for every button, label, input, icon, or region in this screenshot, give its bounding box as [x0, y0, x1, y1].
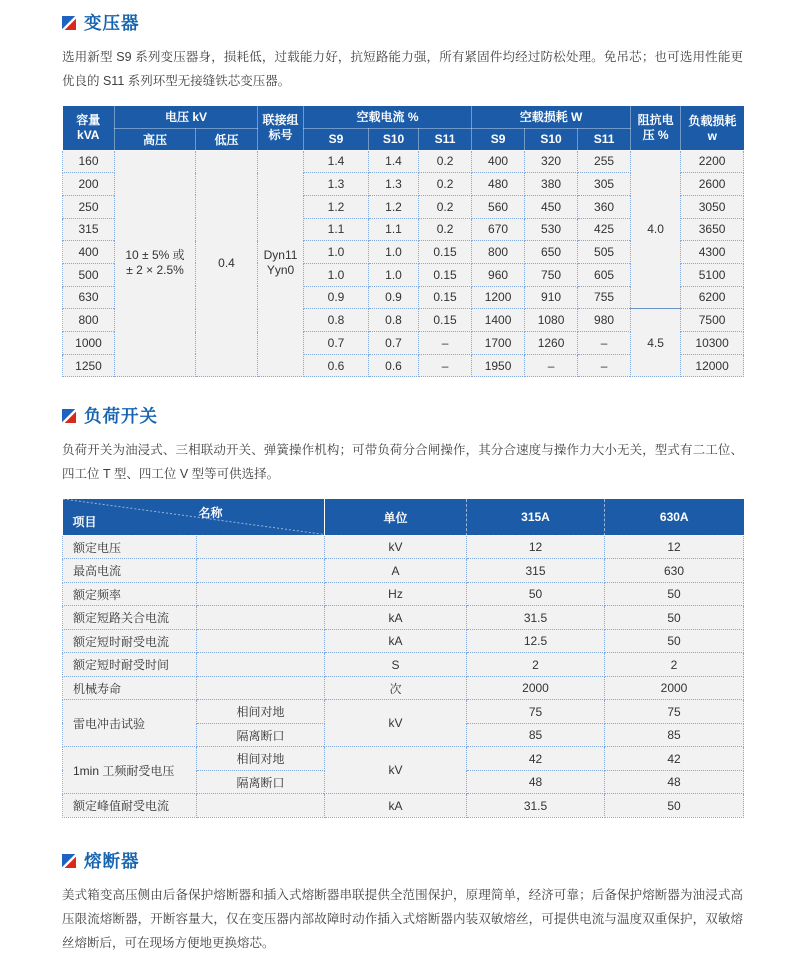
cell-sub — [197, 794, 325, 818]
cell: 1080 — [525, 309, 578, 332]
cell-capacity: 315 — [63, 218, 115, 241]
cell: 0.15 — [419, 263, 472, 286]
cell-315a: 2 — [467, 653, 605, 677]
cell-hv-value: 10 ± 5% 或 ± 2 × 2.5% — [115, 150, 196, 377]
cell-item: 额定峰值耐受电流 — [63, 794, 197, 818]
cell: 960 — [472, 263, 525, 286]
cell-unit: A — [325, 559, 467, 583]
col-current-s11: S11 — [419, 128, 472, 150]
cell-315a: 85 — [467, 723, 605, 747]
cell: 800 — [472, 241, 525, 264]
cell: 12000 — [681, 354, 744, 377]
cell: 0.7 — [304, 332, 369, 355]
cell: 450 — [525, 195, 578, 218]
cell: 0.6 — [304, 354, 369, 377]
col-loss-s10: S10 — [525, 128, 578, 150]
cell: 1.2 — [304, 195, 369, 218]
cell: 2600 — [681, 173, 744, 196]
col-name-label: 名称 — [198, 506, 223, 521]
cell: 1.3 — [369, 173, 419, 196]
cell-capacity: 1000 — [63, 332, 115, 355]
cell: 1260 — [525, 332, 578, 355]
cell-315a: 2000 — [467, 676, 605, 700]
cell-315a: 31.5 — [467, 606, 605, 630]
cell-lv-value: 0.4 — [196, 150, 258, 377]
cell: 1.2 — [369, 195, 419, 218]
load-switch-table-header — [63, 499, 744, 535]
cell: 0.6 — [369, 354, 419, 377]
cell: 10300 — [681, 332, 744, 355]
page-title: 变压器 — [84, 13, 140, 33]
cell-630a: 48 — [605, 770, 744, 794]
cell-item: 额定频率 — [63, 582, 197, 606]
cell-capacity: 500 — [63, 263, 115, 286]
cell-sub: 相间对地 — [197, 747, 325, 771]
cell-capacity: 630 — [63, 286, 115, 309]
table-row — [63, 150, 744, 173]
cell-unit: 次 — [325, 676, 467, 700]
col-315a: 315A — [467, 499, 605, 535]
cell: 425 — [578, 218, 631, 241]
table-row — [63, 559, 744, 583]
cell: 1400 — [472, 309, 525, 332]
col-loss-s11: S11 — [578, 128, 631, 150]
cell-item: 额定电压 — [63, 535, 197, 559]
section-marker-icon — [62, 854, 76, 868]
col-load-loss: 负载损耗 w — [681, 106, 744, 150]
cell-630a: 630 — [605, 559, 744, 583]
section-transformer — [62, 12, 743, 377]
cell: 3050 — [681, 195, 744, 218]
cell-capacity: 1250 — [63, 354, 115, 377]
cell: 305 — [578, 173, 631, 196]
table-row — [63, 794, 744, 818]
cell: 560 — [472, 195, 525, 218]
cell-sub — [197, 676, 325, 700]
section-marker-icon — [62, 409, 76, 423]
col-unit: 单位 — [325, 499, 467, 535]
table-row — [63, 653, 744, 677]
col-voltage-group: 电压 kV — [115, 106, 258, 128]
cell-630a: 50 — [605, 629, 744, 653]
cell-capacity: 400 — [63, 241, 115, 264]
cell: 1.0 — [304, 241, 369, 264]
cell-unit: kA — [325, 629, 467, 653]
col-noload-current-group: 空载电流 % — [304, 106, 472, 128]
cell: 4300 — [681, 241, 744, 264]
cell: 1950 — [472, 354, 525, 377]
cell: 1.0 — [369, 263, 419, 286]
transformer-spec-table — [62, 106, 744, 377]
col-noload-loss-group: 空载损耗 W — [472, 106, 631, 128]
cell-sub — [197, 653, 325, 677]
table-row — [63, 535, 744, 559]
cell-unit: kA — [325, 606, 467, 630]
cell-630a: 42 — [605, 747, 744, 771]
col-hv: 高压 — [115, 128, 196, 150]
cell-315a: 42 — [467, 747, 605, 771]
col-item-name-diagonal — [63, 499, 325, 535]
table-row — [63, 606, 744, 630]
cell-630a: 2 — [605, 653, 744, 677]
cell: 0.8 — [369, 309, 419, 332]
cell: 0.2 — [419, 218, 472, 241]
cell-item: 最高电流 — [63, 559, 197, 583]
cell-sub — [197, 629, 325, 653]
cell: – — [525, 354, 578, 377]
page-title: 熔断器 — [84, 850, 140, 871]
cell: – — [419, 354, 472, 377]
cell-capacity: 250 — [63, 195, 115, 218]
load-switch-spec-table — [62, 499, 744, 818]
cell: 480 — [472, 173, 525, 196]
section-fuse — [62, 850, 743, 955]
col-item-label: 项目 — [72, 514, 97, 529]
cell: 980 — [578, 309, 631, 332]
cell: 0.7 — [369, 332, 419, 355]
cell: – — [419, 332, 472, 355]
cell-sub — [197, 582, 325, 606]
cell: 1700 — [472, 332, 525, 355]
cell: 910 — [525, 286, 578, 309]
col-630a: 630A — [605, 499, 744, 535]
cell-unit: kV — [325, 700, 467, 747]
cell: 1.4 — [369, 150, 419, 173]
cell: 6200 — [681, 286, 744, 309]
cell-630a: 50 — [605, 794, 744, 818]
cell-impedance-value: 4.5 — [631, 309, 681, 377]
cell-unit: kV — [325, 535, 467, 559]
cell: 1.0 — [304, 263, 369, 286]
cell-sub: 隔离断口 — [197, 723, 325, 747]
cell-630a: 50 — [605, 606, 744, 630]
col-loss-s9: S9 — [472, 128, 525, 150]
cell-315a: 12.5 — [467, 629, 605, 653]
cell: 2200 — [681, 150, 744, 173]
section-title-load-switch — [62, 405, 743, 427]
cell-sub: 隔离断口 — [197, 770, 325, 794]
cell-630a: 75 — [605, 700, 744, 724]
cell: 1.1 — [304, 218, 369, 241]
cell-capacity: 800 — [63, 309, 115, 332]
cell: 0.2 — [419, 173, 472, 196]
cell: 0.9 — [304, 286, 369, 309]
table-row — [63, 747, 744, 771]
cell: 755 — [578, 286, 631, 309]
cell: 0.2 — [419, 195, 472, 218]
transformer-description: 选用新型 S9 系列变压器身，损耗低，过载能力好，抗短路能力强，所有紧固件均经过防松处理。免吊芯；也可选用性能更优良的 S11 系列环型无接缝铁芯变压器。 — [62, 50, 743, 88]
cell: 1.3 — [304, 173, 369, 196]
cell-item: 1min 工频耐受电压 — [63, 747, 197, 794]
cell: 0.8 — [304, 309, 369, 332]
cell: 0.9 — [369, 286, 419, 309]
cell-sub — [197, 559, 325, 583]
cell-impedance-value: 4.0 — [631, 150, 681, 309]
cell: – — [578, 332, 631, 355]
col-impedance: 阻抗电 压 % — [631, 106, 681, 150]
cell: 0.2 — [419, 150, 472, 173]
cell: 750 — [525, 263, 578, 286]
section-load-switch — [62, 405, 743, 818]
cell: 255 — [578, 150, 631, 173]
cell-item: 额定短路关合电流 — [63, 606, 197, 630]
cell: 400 — [472, 150, 525, 173]
cell: 3650 — [681, 218, 744, 241]
cell-unit: kA — [325, 794, 467, 818]
col-current-s10: S10 — [369, 128, 419, 150]
cell-315a: 48 — [467, 770, 605, 794]
cell: 505 — [578, 241, 631, 264]
cell: 0.15 — [419, 286, 472, 309]
cell-item: 额定短时耐受时间 — [63, 653, 197, 677]
cell: 1.4 — [304, 150, 369, 173]
cell-315a: 75 — [467, 700, 605, 724]
cell: 380 — [525, 173, 578, 196]
col-vector-group: 联接组 标号 — [258, 106, 304, 150]
load-switch-description: 负荷开关为油浸式、三相联动开关、弹簧操作机构；可带负荷分合闸操作，其分合速度与操作力大小无关，型式有二工位、四工位 T 型、四工位 V 型等可供选择。 — [62, 443, 743, 482]
section-title-transformer — [62, 12, 743, 34]
cell-315a: 12 — [467, 535, 605, 559]
cell-315a: 50 — [467, 582, 605, 606]
cell-item: 额定短时耐受电流 — [63, 629, 197, 653]
cell: 0.15 — [419, 241, 472, 264]
cell-capacity: 200 — [63, 173, 115, 196]
table-row — [63, 700, 744, 724]
fuse-description: 美式箱变高压侧由后备保护熔断器和插入式熔断器串联提供全范围保护，原理简单，经济可靠；后备保护熔断器为油浸式高压限流熔断器，开断容量大，仅在变压器内部故障时动作插入式熔断器内装双敏熔丝，可提供电流与温度双重保护，双敏熔丝熔断后，可在现场方便地更换熔芯。 — [62, 887, 743, 950]
cell: 650 — [525, 241, 578, 264]
cell: 670 — [472, 218, 525, 241]
cell: 320 — [525, 150, 578, 173]
page-title: 负荷开关 — [84, 406, 158, 427]
cell: 1.0 — [369, 241, 419, 264]
cell: – — [578, 354, 631, 377]
section-title-fuse — [62, 850, 743, 872]
cell-630a: 50 — [605, 582, 744, 606]
cell: 530 — [525, 218, 578, 241]
cell-630a: 12 — [605, 535, 744, 559]
cell-unit: kV — [325, 747, 467, 794]
cell-630a: 2000 — [605, 676, 744, 700]
cell: 605 — [578, 263, 631, 286]
col-lv: 低压 — [196, 128, 258, 150]
cell-unit: S — [325, 653, 467, 677]
cell-sub — [197, 535, 325, 559]
cell-vector-value: Dyn11 Yyn0 — [258, 150, 304, 377]
table-row — [63, 582, 744, 606]
table-row — [63, 676, 744, 700]
cell-sub — [197, 606, 325, 630]
col-capacity: 容量 kVA — [63, 106, 115, 150]
cell: 5100 — [681, 263, 744, 286]
cell-315a: 31.5 — [467, 794, 605, 818]
cell-unit: Hz — [325, 582, 467, 606]
cell-630a: 85 — [605, 723, 744, 747]
cell: 1.1 — [369, 218, 419, 241]
cell: 0.15 — [419, 309, 472, 332]
cell-item: 机械寿命 — [63, 676, 197, 700]
cell: 360 — [578, 195, 631, 218]
cell-capacity: 160 — [63, 150, 115, 173]
cell: 1200 — [472, 286, 525, 309]
col-current-s9: S9 — [304, 128, 369, 150]
transformer-table-header — [63, 106, 744, 150]
cell-item: 雷电冲击试验 — [63, 700, 197, 747]
cell: 7500 — [681, 309, 744, 332]
section-marker-icon — [62, 16, 76, 30]
table-row — [63, 629, 744, 653]
cell-315a: 315 — [467, 559, 605, 583]
cell-sub: 相间对地 — [197, 700, 325, 724]
